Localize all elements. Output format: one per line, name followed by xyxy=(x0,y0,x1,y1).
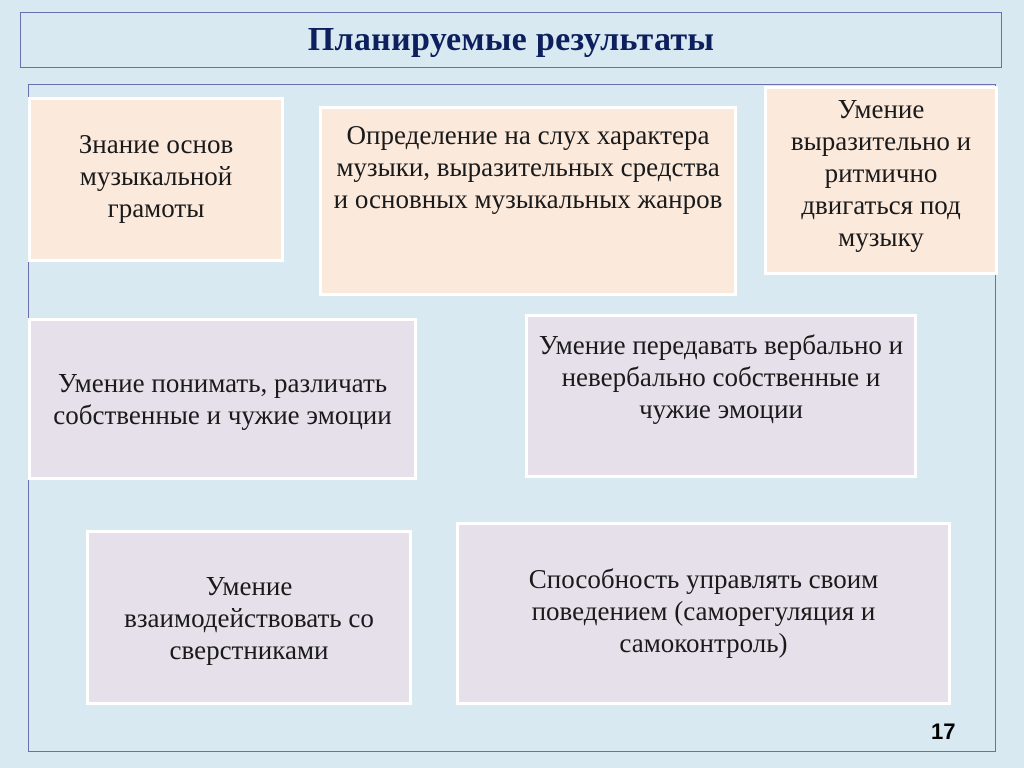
page-number: 17 xyxy=(931,719,956,744)
card-peer-interaction xyxy=(86,530,412,705)
card-self-regulation xyxy=(456,522,951,705)
title-box xyxy=(20,12,1002,68)
card-self-regulation-text: Способность управлять своим поведением (саморегуляция и самоконтроль) xyxy=(528,564,879,658)
card-rhythmic-movement-text: Умение выразительно и ритмично двигаться под музыку xyxy=(790,94,972,252)
card-understand-emotions-text: Умение понимать, различать собственные и чужие эмоции xyxy=(53,368,392,430)
card-peer-interaction-text: Умение взаимодействовать со сверстниками xyxy=(124,570,374,665)
card-express-emotions-text: Умение передавать вербально и невербально собственные и чужие эмоции xyxy=(538,330,904,424)
card-understand-emotions xyxy=(28,318,417,480)
card-music-character-text: Определение на слух характера музыки, выразительных средства и основных музыкальных жанров xyxy=(333,120,723,214)
card-rhythmic-movement xyxy=(764,86,998,275)
card-music-character xyxy=(319,106,737,296)
slide-title: Планируемые результаты xyxy=(307,21,715,58)
card-music-literacy xyxy=(28,97,284,262)
card-express-emotions xyxy=(525,314,917,478)
card-music-literacy-text: Знание основ музыкальной грамоты xyxy=(78,129,234,223)
